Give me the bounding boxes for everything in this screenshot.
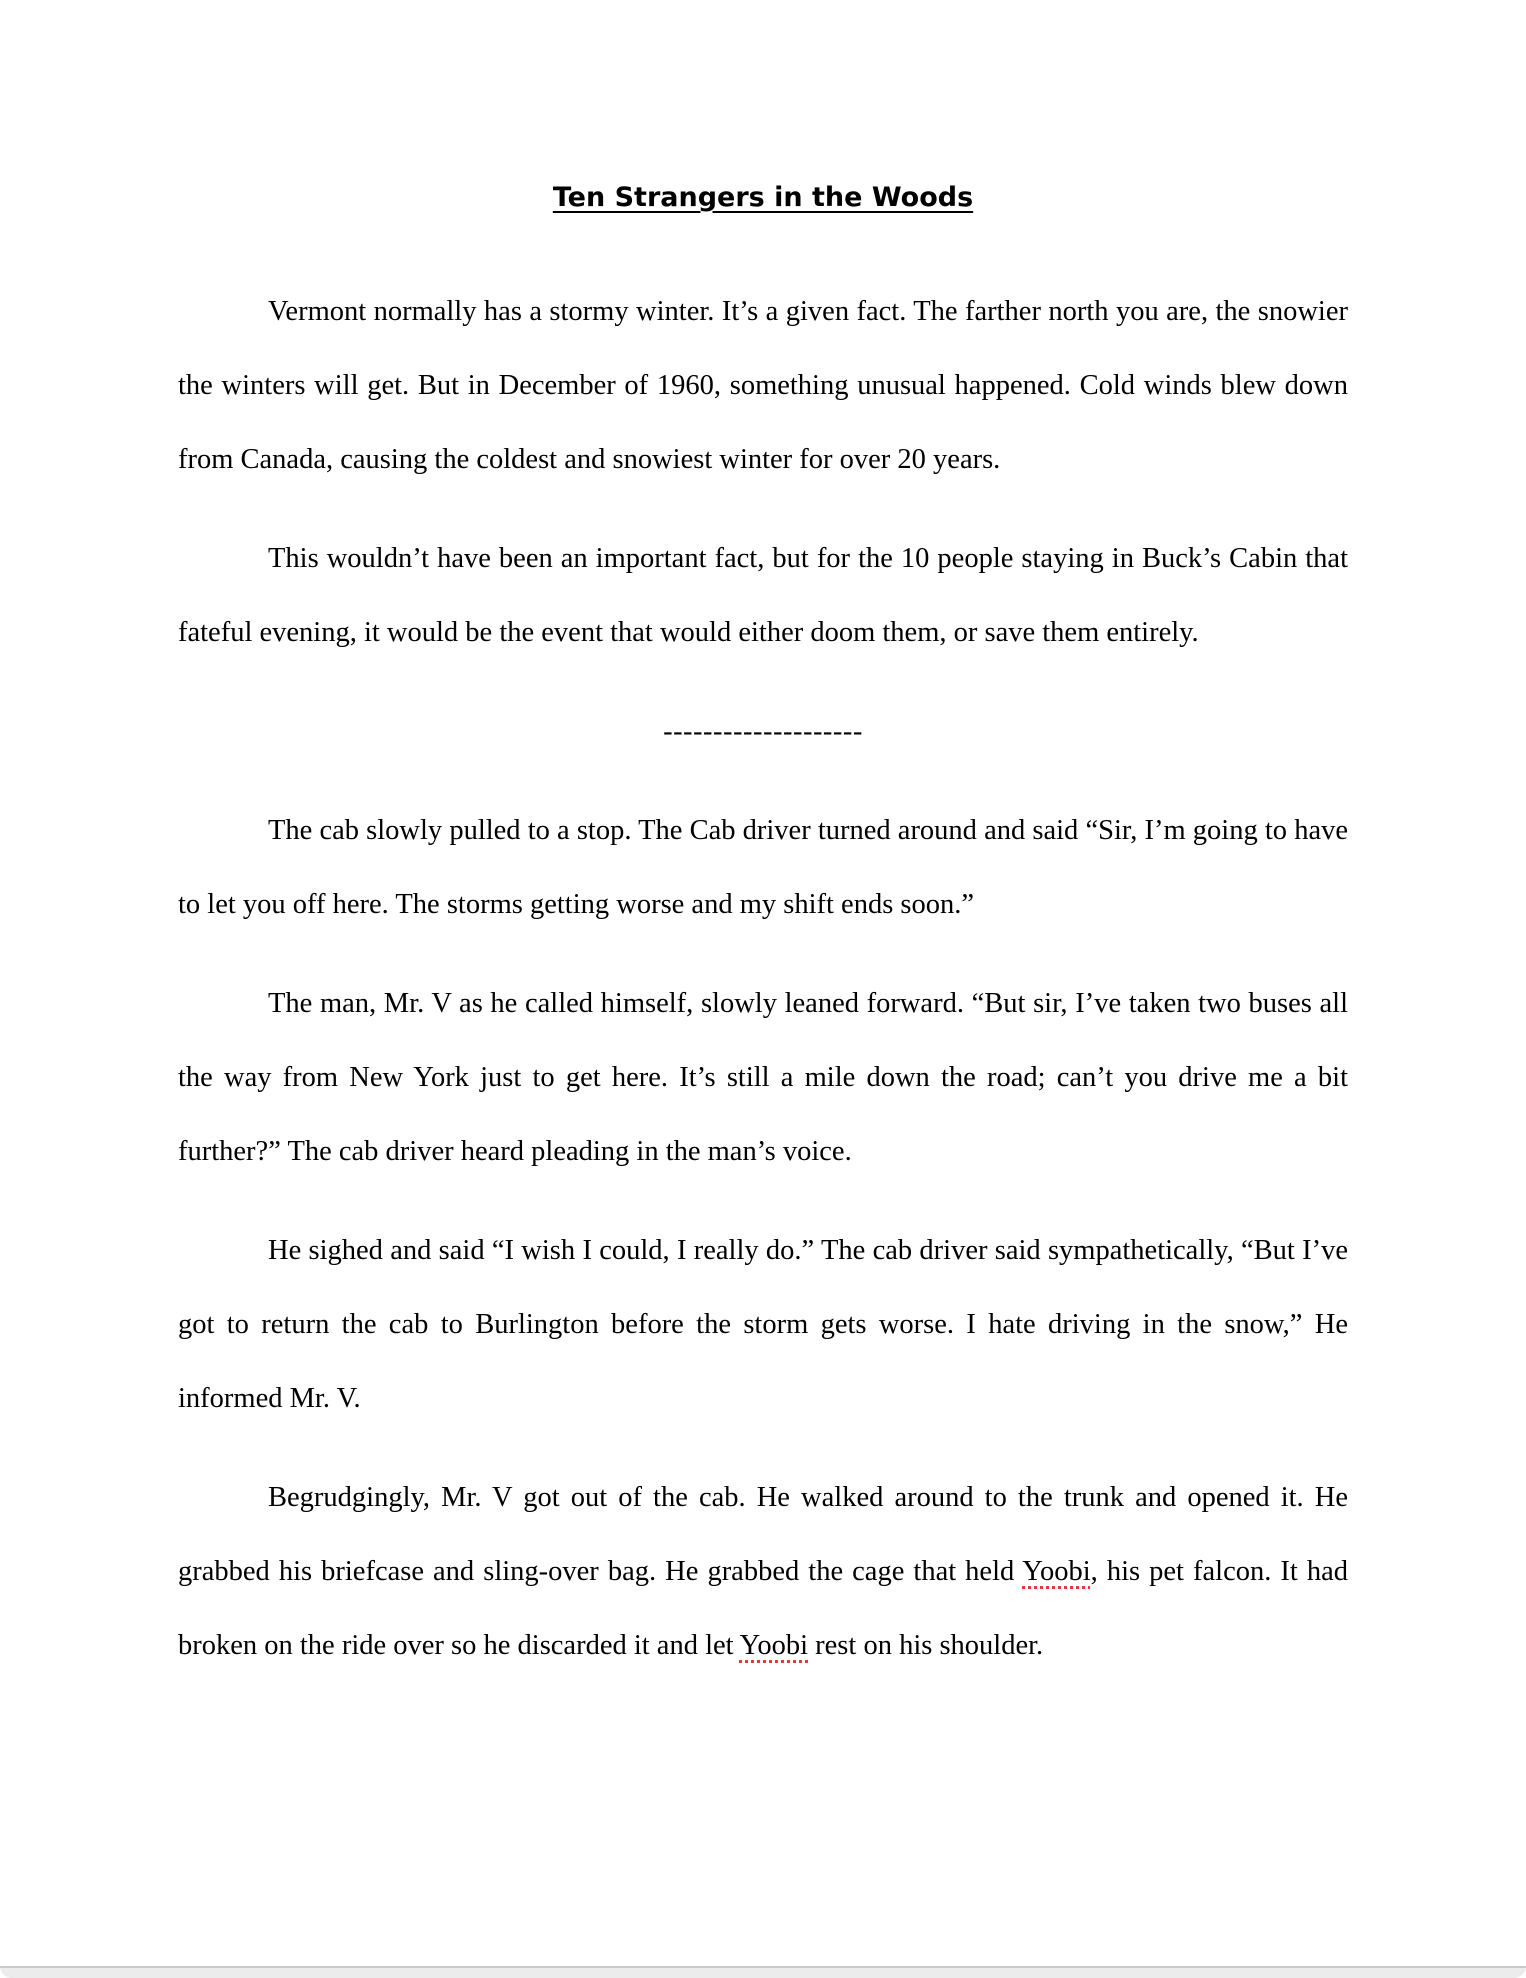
- page-bottom-edge: [0, 1966, 1526, 1978]
- paragraph-1: [178, 275, 1348, 497]
- paragraph-text: , his pet falcon. It had broken on the ride over so he discarded it and let: [178, 1556, 1348, 1661]
- paragraph-3: [178, 794, 1348, 942]
- paragraph-text: Vermont normally has a stormy winter. It’s a given fact. The farther north you are, the snowier the winters will get. But in December of 1960, something unusual happened. Cold winds blew down from Canada, causing the coldest and snowiest winter for over 20 years.: [178, 296, 1348, 475]
- paragraph-2: [178, 522, 1348, 670]
- document-body[interactable]: [178, 275, 1348, 1683]
- document-title-text: Ten Strangers in the Woods: [552, 182, 974, 213]
- paragraph-text: The man, Mr. V as he called himself, slowly leaned forward. “But sir, I’ve taken two buses all the way from New York just to get here. It’s still a mile down the road; can’t you drive me a bit further?” The cab driver heard pleading in the man’s voice.: [178, 988, 1348, 1167]
- document-title: [0, 178, 1526, 218]
- paragraph-6: [178, 1461, 1348, 1683]
- misspelled-word[interactable]: Yoobi: [1022, 1556, 1091, 1587]
- section-separator: --------------------: [663, 716, 863, 747]
- paragraph-text: The cab slowly pulled to a stop. The Cab driver turned around and said “Sir, I’m going to have to let you off here. The storms getting worse and my shift ends soon.”: [178, 815, 1348, 920]
- misspelled-word[interactable]: Yoobi: [739, 1630, 809, 1661]
- paragraph-text: This wouldn’t have been an important fact, but for the 10 people staying in Buck’s Cabin that fateful evening, it would be the event that would either doom them, or save them entirely.: [178, 543, 1348, 648]
- paragraph-text: Begrudgingly, Mr. V got out of the cab. He walked around to the trunk and opened it. He grabbed his briefcase and sling-over bag. He grabbed the cage that held: [178, 1482, 1348, 1587]
- paragraph-4: [178, 967, 1348, 1189]
- paragraph-5: [178, 1214, 1348, 1436]
- paragraph-text: He sighed and said “I wish I could, I really do.” The cab driver said sympathetically, “But I’ve got to return the cab to Burlington before the storm gets worse. I hate driving in the snow,” He informed Mr. V.: [178, 1235, 1348, 1414]
- paragraph-text: rest on his shoulder.: [808, 1630, 1044, 1661]
